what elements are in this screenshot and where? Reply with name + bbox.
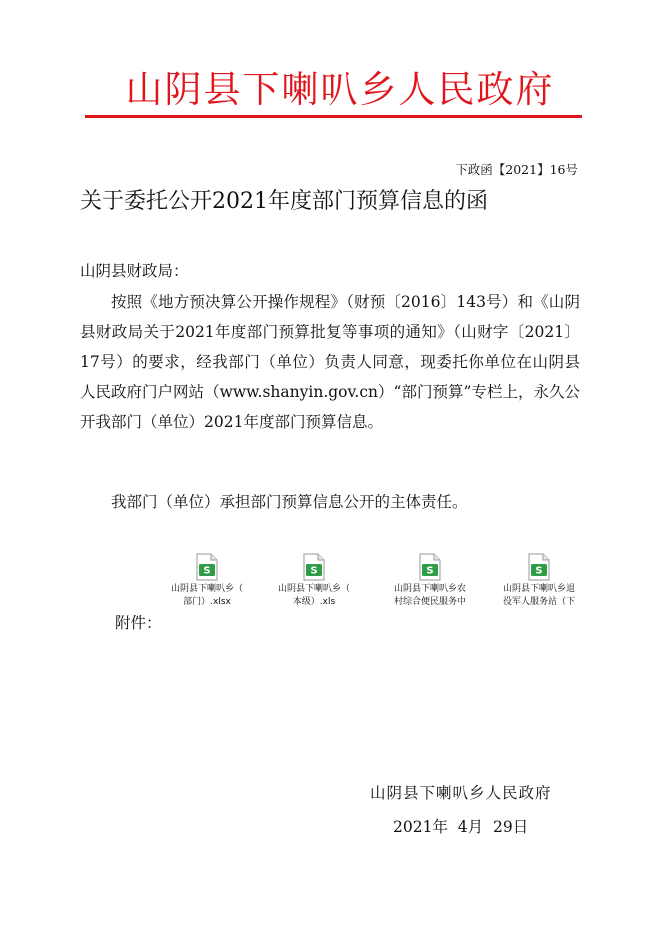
spreadsheet-file-icon <box>303 553 325 581</box>
salutation: 山阴县财政局： <box>80 262 189 280</box>
attachment-file-name: 山阴县下喇叭乡（ 本级）.xls <box>277 584 350 607</box>
signer: 山阴县下喇叭乡人民政府 <box>370 784 552 802</box>
attachment-item[interactable] <box>264 553 364 609</box>
spreadsheet-file-icon <box>196 553 218 581</box>
attachment-label: 附件： <box>115 614 162 632</box>
svg-text:S: S <box>426 565 434 577</box>
masthead-red-rule <box>85 115 582 118</box>
spreadsheet-file-icon <box>419 553 441 581</box>
document-number: 下政函【2021】16号 <box>455 162 578 177</box>
body-paragraph-2: 我部门（单位）承担部门预算信息公开的主体责任。 <box>111 493 468 511</box>
svg-text:S: S <box>310 565 318 577</box>
attachment-item[interactable] <box>489 553 589 609</box>
attachment-item[interactable] <box>157 553 257 609</box>
masthead: 山阴县下喇叭乡人民政府 <box>125 68 555 111</box>
spreadsheet-file-icon <box>528 553 550 581</box>
attachment-file-name: 山阴县下喇叭乡（ 部门）.xlsx <box>170 584 243 607</box>
document-title: 关于委托公开2021年度部门预算信息的函 <box>80 189 488 214</box>
attachment-file-name: 山阴县下喇叭乡退 役军人服务站（下 <box>502 584 575 607</box>
svg-text:S: S <box>203 565 211 577</box>
attachment-file-name: 山阴县下喇叭乡农 村综合便民服务中 <box>393 584 466 607</box>
body-paragraph-1: 按照《地方预决算公开操作规程》（财预〔2016〕143号）和《山阴县财政局关于2021年度部门预算批复等事项的通知》（山财字〔2021〕17号）的要求，经我部门（单位）负责人同意，现委托你单位在山阴县人民政府门户网站（www.shanyin.gov.cn）“部门预算”专栏上，永久公开我部门（单位）2021年度部门预算信息。 <box>80 293 580 431</box>
date: 2021年 4月 29日 <box>393 818 529 836</box>
svg-text:S: S <box>535 565 543 577</box>
attachment-item[interactable] <box>380 553 480 609</box>
